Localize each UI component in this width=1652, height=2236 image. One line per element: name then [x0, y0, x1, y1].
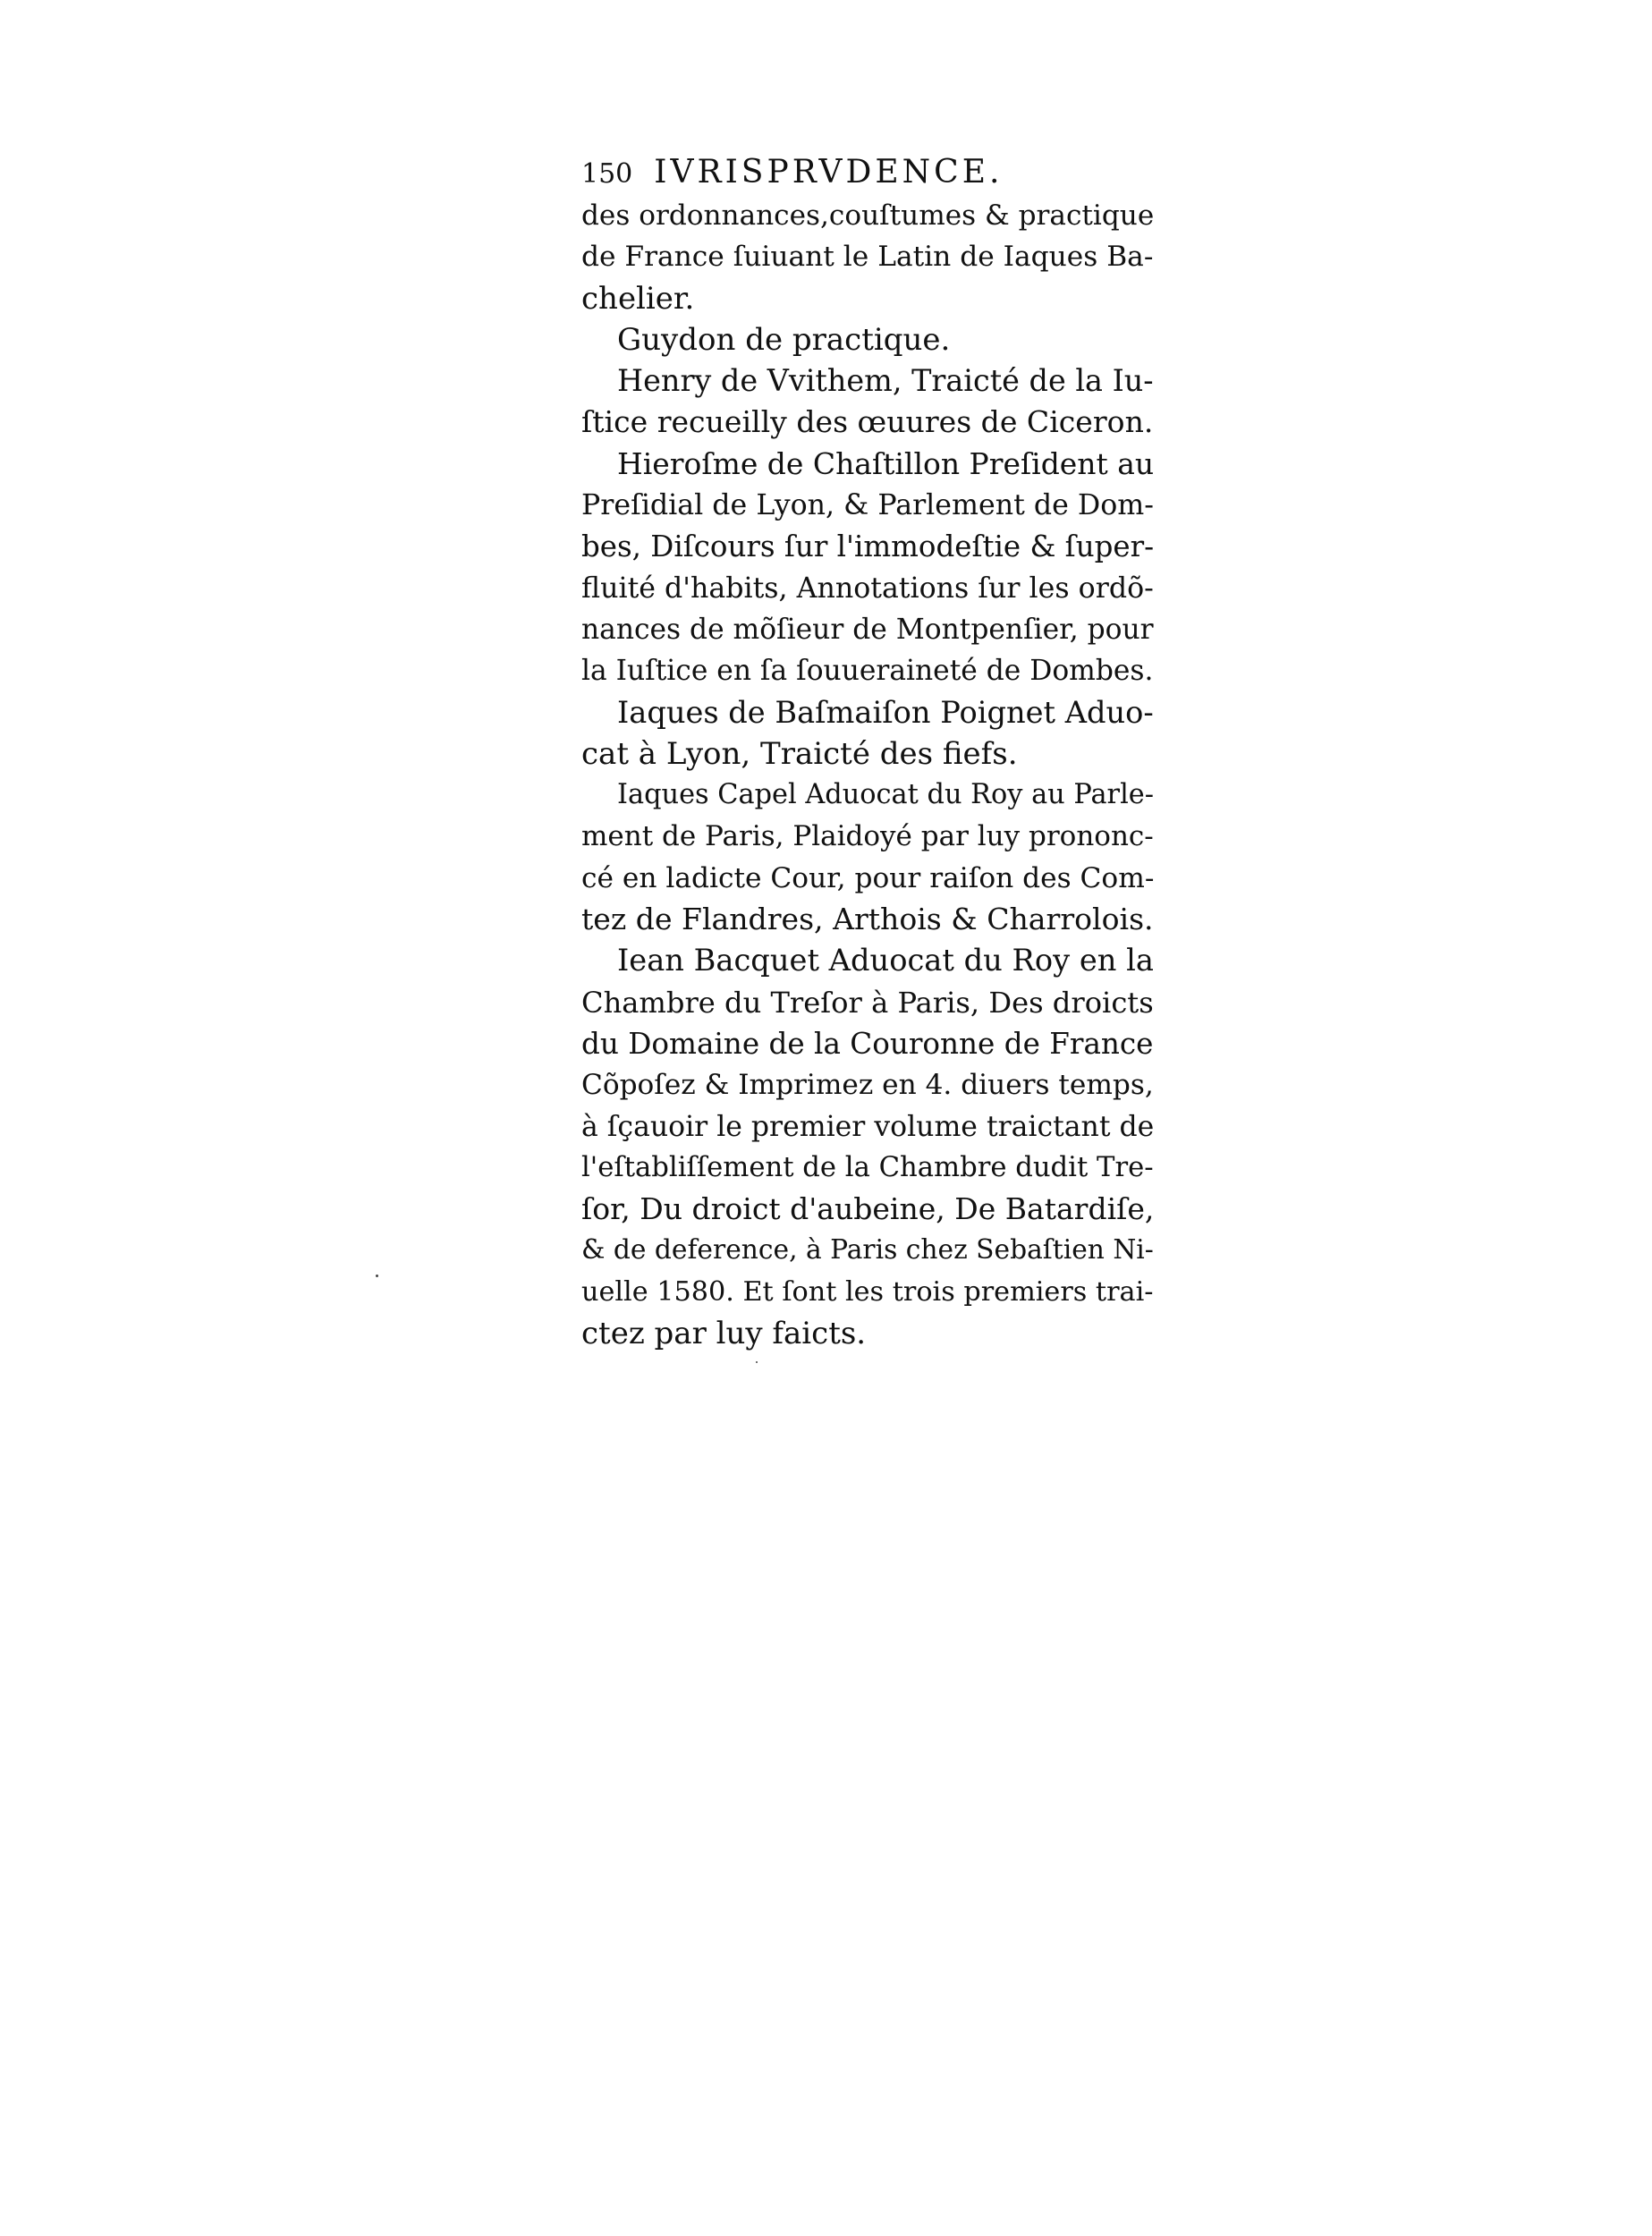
paper-speck	[376, 1275, 378, 1277]
text-block	[581, 154, 1154, 1354]
text-line: chelier.	[581, 280, 695, 317]
text-line: nances de mõſieur de Montpenſier, pour	[581, 613, 1154, 646]
text-line: du Domaine de la Couronne de France	[581, 1026, 1154, 1061]
text-line: Hieroſme de Chaſtillon Preſident au	[617, 445, 1155, 481]
text-line: & de deference, à Paris chez Sebaſtien Ni-	[581, 1234, 1154, 1266]
text-line: à ſçauoir le premier volume traictant de	[581, 1110, 1155, 1143]
text-line: l'eſtabliſſement de la Chambre dudit Tre-	[581, 1151, 1154, 1183]
text-line: uelle 1580. Et ſont les trois premiers trai-	[581, 1275, 1154, 1308]
text-line: Iaques Capel Aduocat du Roy au Parle-	[617, 779, 1154, 811]
text-line: la Iuſtice en ſa ſouueraineté de Dombes.	[581, 655, 1154, 688]
text-line: Chambre du Treſor à Paris, Des droicts	[581, 985, 1154, 1020]
text-line: bes, Diſcours ſur l'immodeſtie & ſuper-	[581, 529, 1155, 564]
text-line: Henry de Vvithem, Traicté de la Iu-	[617, 363, 1154, 399]
text-line: ſtice recueilly des œuures de Ciceron.	[581, 404, 1154, 440]
running-head: IVRISPRVDENCE.	[654, 154, 1004, 191]
text-line: ſor, Du droict d'aubeine, De Batardiſe,	[581, 1191, 1155, 1227]
text-line: Preſidial de Lyon, & Parlement de Dom-	[581, 489, 1154, 522]
text-line: Cõpoſez & Imprimez en 4. diuers temps,	[581, 1069, 1154, 1102]
paper-speck	[756, 1361, 758, 1363]
text-line: ctez par luy faicts.	[581, 1316, 867, 1352]
text-line: de France ſuiuant le Latin de Iaques Ba-	[581, 241, 1154, 274]
text-line: Guydon de practique.	[617, 321, 951, 358]
text-line: Iean Bacquet Aduocat du Roy en la	[617, 943, 1154, 978]
text-line: des ordonnances,couſtumes & practique	[581, 199, 1155, 232]
text-line: cé en ladicte Cour, pour raiſon des Com-	[581, 861, 1155, 894]
text-line: tez de Flandres, Arthois & Charrolois.	[581, 902, 1154, 937]
body-text	[581, 195, 1154, 1354]
text-line: Iaques de Baſmaiſon Poignet Aduo-	[617, 694, 1154, 730]
text-line: fluité d'habits, Annotations ſur les ordõ-	[581, 572, 1154, 605]
page-number: 150	[581, 158, 633, 190]
page-header	[581, 154, 1154, 195]
text-line: cat à Lyon, Traicté des fiefs.	[581, 735, 1018, 772]
text-line: ment de Paris, Plaidoyé par luy prononc-	[581, 820, 1154, 853]
